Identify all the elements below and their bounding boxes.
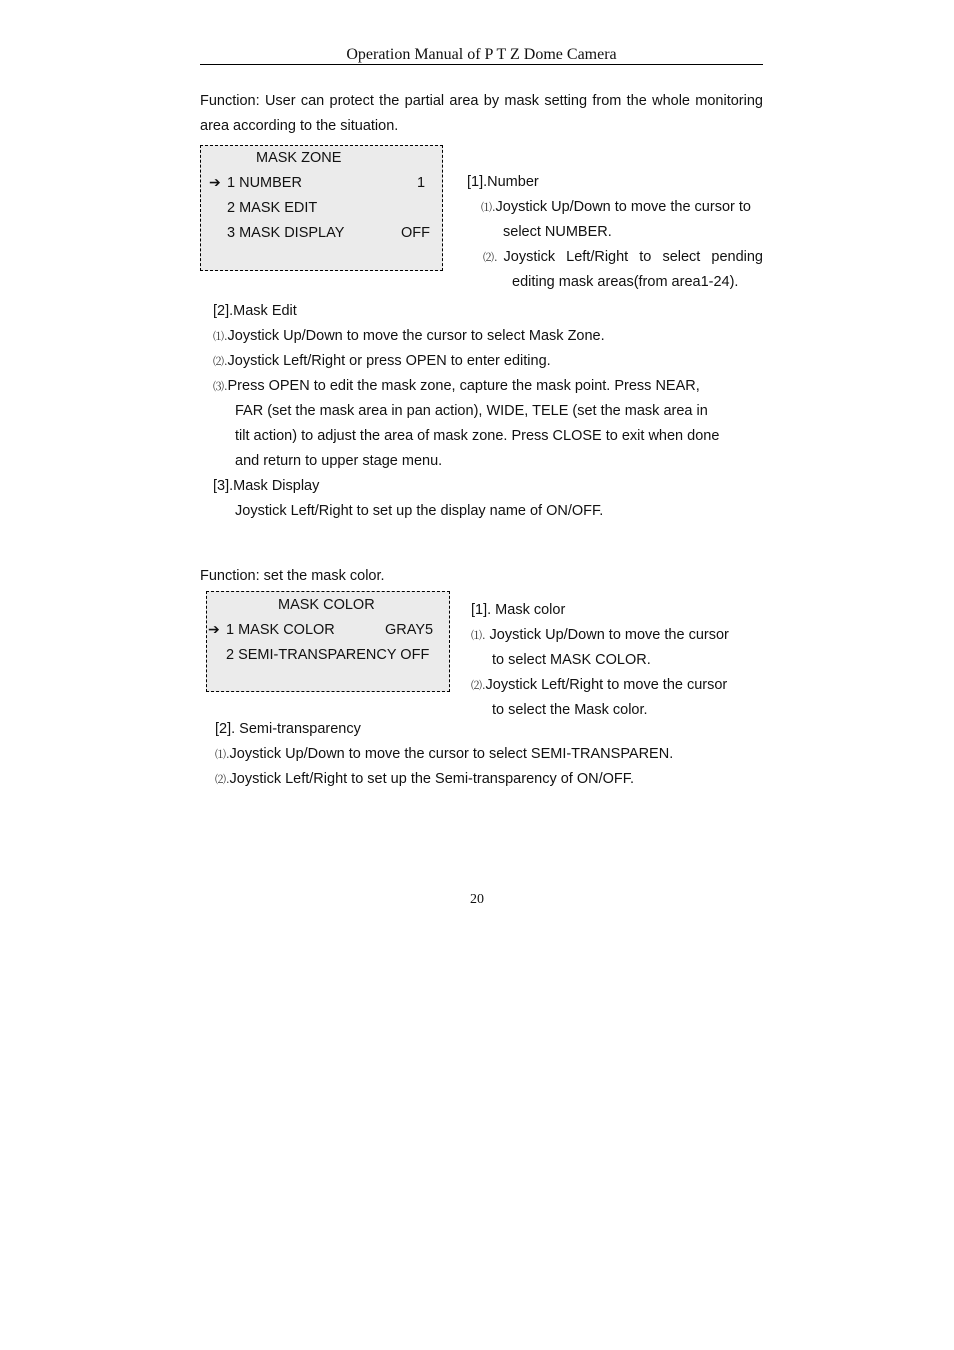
step-word: to — [639, 249, 652, 265]
step-number: ⑴. — [213, 330, 228, 343]
page-header: Operation Manual of P T Z Dome Camera — [200, 45, 763, 65]
semi-step-2 — [215, 771, 634, 787]
step-number: ⑵. — [213, 355, 228, 368]
step-word: select — [662, 249, 701, 265]
mask-color-step-1 — [471, 627, 729, 643]
mask-edit-step-3-line4: and return to upper stage menu. — [235, 453, 443, 469]
mask-display-text: Joystick Left/Right to set up the display name of ON/OFF. — [235, 503, 604, 519]
semi-step-1 — [215, 746, 673, 762]
mask-edit-heading: [2].Mask Edit — [213, 303, 297, 319]
menu-item-mask-display-value: OFF — [401, 225, 430, 241]
mask-color-function: Function: set the mask color. — [200, 568, 385, 584]
number-step-2-line2: editing mask areas(from area1-24). — [512, 274, 739, 290]
arrow-right-icon: ➔ — [209, 174, 221, 190]
menu-item-semi-transparency: 2 SEMI-TRANSPARENCY OFF — [226, 647, 430, 663]
mask-edit-step-3 — [213, 378, 714, 394]
mask-zone-menu — [200, 145, 443, 271]
number-step-2 — [483, 249, 763, 267]
step-word: Left/Right — [566, 249, 629, 265]
menu-item-number-value: 1 — [417, 175, 426, 191]
mask-zone-function-line1: Function: User can protect the partial area by mask setting from the whole monitoring — [200, 93, 763, 109]
mask-zone-function-line2: area according to the situation. — [200, 118, 399, 134]
mask-color-step-2-line2: to select the Mask color. — [492, 702, 648, 718]
menu-item-number: 1 NUMBER — [227, 175, 302, 191]
step-text: Joystick Left/Right to set up the Semi-transparency of ON/OFF. — [229, 771, 635, 787]
mask-color-step-2 — [471, 677, 727, 693]
step-text: Joystick Up/Down to move the cursor — [485, 627, 729, 643]
menu-item-mask-edit: 2 MASK EDIT — [227, 200, 318, 216]
page-number: 20 — [470, 892, 484, 907]
mask-display-heading: [3].Mask Display — [213, 478, 320, 494]
step-text: Joystick Up/Down to move the cursor to select Mask Zone. — [227, 328, 605, 344]
step-number: ⑴. — [481, 201, 496, 214]
step-number: ⑵. — [215, 773, 230, 786]
menu-item-mask-color-value: GRAY5 — [385, 622, 434, 638]
semi-transparency-heading: [2]. Semi-transparency — [215, 721, 361, 737]
step-text: Joystick Up/Down to move the cursor to — [495, 199, 751, 215]
mask-zone-menu-title: MASK ZONE — [256, 150, 342, 166]
step-word: pending — [711, 249, 763, 265]
step-number: ⑴. — [471, 629, 486, 642]
mask-color-heading: [1]. Mask color — [471, 602, 566, 618]
menu-item-mask-color: 1 MASK COLOR — [226, 622, 335, 638]
step-word: Joystick — [503, 249, 556, 265]
mask-edit-step-3-line3: tilt action) to adjust the area of mask zone. Press CLOSE to exit when done — [235, 428, 720, 444]
menu-item-mask-display: 3 MASK DISPLAY — [227, 225, 345, 241]
mask-color-menu — [206, 591, 450, 692]
number-heading: [1].Number — [467, 174, 539, 190]
mask-color-step-1-line2: to select MASK COLOR. — [492, 652, 651, 668]
number-step-1-line2: select NUMBER. — [503, 224, 612, 240]
step-text: Joystick Left/Right to move the cursor — [485, 677, 728, 693]
step-number: ⑵. — [471, 679, 486, 692]
arrow-right-icon: ➔ — [208, 621, 220, 637]
step-text: Joystick Up/Down to move the cursor to select SEMI-TRANSPAREN. — [229, 746, 674, 762]
mask-edit-step-2 — [213, 353, 551, 369]
step-text: Press OPEN to edit the mask zone, capture the mask point. Press NEAR, — [227, 378, 700, 394]
step-text: Joystick Left/Right or press OPEN to enter editing. — [227, 353, 551, 369]
mask-color-menu-title: MASK COLOR — [278, 597, 375, 613]
step-number: ⑵. — [483, 251, 498, 264]
step-number: ⑶. — [213, 380, 228, 393]
mask-edit-step-1 — [213, 328, 605, 344]
number-step-1 — [481, 199, 763, 215]
step-number: ⑴. — [215, 748, 230, 761]
mask-edit-step-3-line2: FAR (set the mask area in pan action), WIDE, TELE (set the mask area in — [235, 403, 708, 419]
